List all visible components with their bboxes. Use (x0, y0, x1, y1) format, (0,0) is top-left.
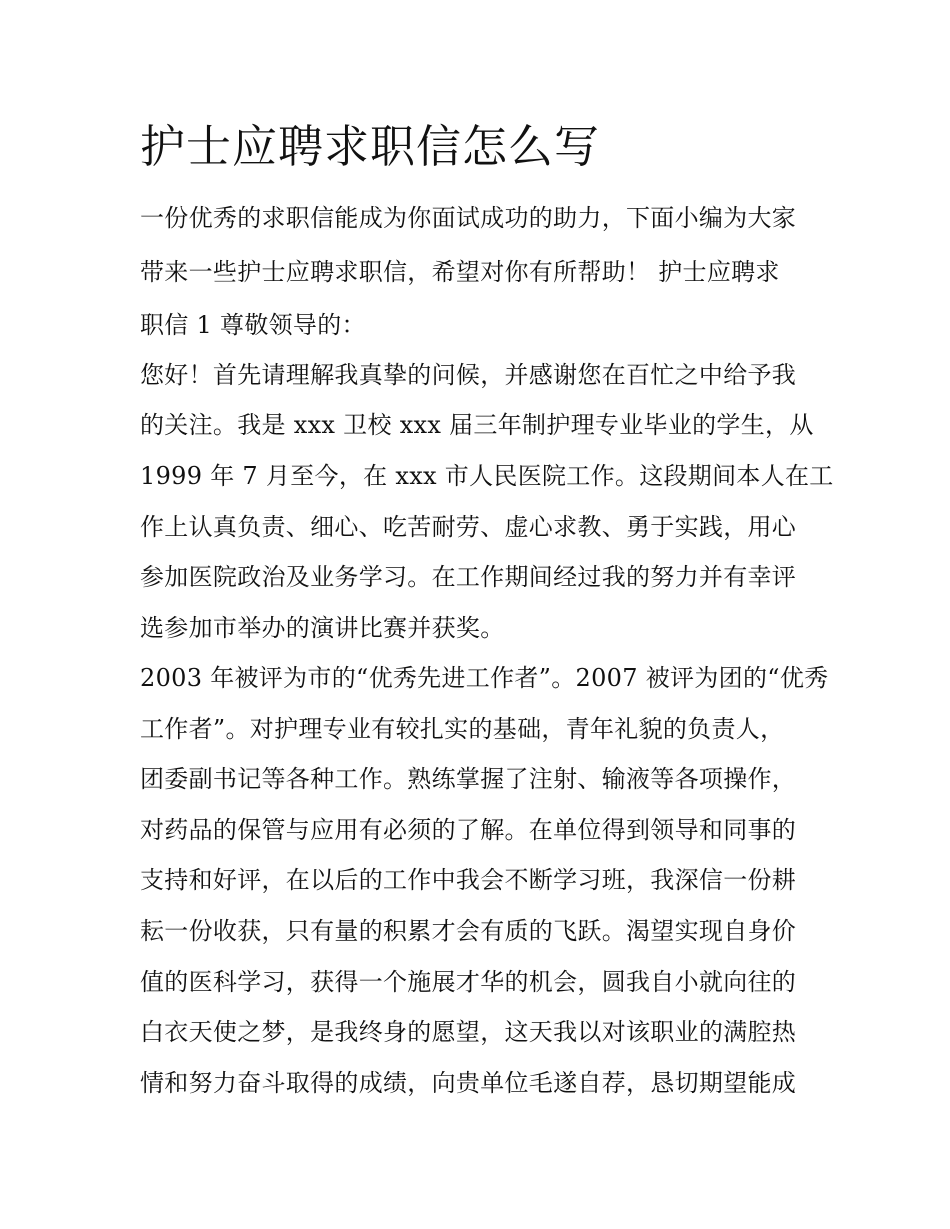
body-line: 1999 年 7 月至今，在 xxx 市人民医院工作。这段期间本人在工 (140, 462, 834, 490)
body-line: 带来一些护士应聘求职信，希望对你有所帮助！ 护士应聘求 (140, 258, 780, 286)
body-line: 工作者”。对护理专业有较扎实的基础，青年礼貌的负责人， (140, 715, 785, 743)
body-line: 值的医科学习，获得一个施展才华的机会，圆我自小就向往的 (140, 968, 797, 996)
page-title: 护士应聘求职信怎么写 (140, 120, 601, 173)
body-line: 耘一份收获，只有量的积累才会有质的飞跃。渴望实现自身价 (140, 917, 797, 945)
body-line: 职信 1 尊敬领导的： (140, 311, 366, 339)
body-line: 参加医院政治及业务学习。在工作期间经过我的努力并有幸评 (140, 563, 797, 591)
body-line: 选参加市举办的演讲比赛并获奖。 (140, 614, 505, 642)
body-line: 团委副书记等各种工作。熟练掌握了注射、输液等各项操作， (140, 765, 797, 793)
body-line: 2003 年被评为市的“优秀先进工作者”。2007 被评为团的“优秀 (140, 664, 829, 692)
body-line: 对药品的保管与应用有必须的了解。在单位得到领导和同事的 (140, 816, 797, 844)
body-line: 作上认真负责、细心、吃苦耐劳、虚心求教、勇于实践，用心 (140, 513, 797, 541)
body-line: 一份优秀的求职信能成为你面试成功的助力，下面小编为大家 (140, 204, 797, 232)
body-line: 白衣天使之梦，是我终身的愿望，这天我以对该职业的满腔热 (140, 1018, 797, 1046)
body-line: 支持和好评，在以后的工作中我会不断学习班，我深信一份耕 (140, 866, 797, 894)
body-line: 您好！首先请理解我真挚的问候，并感谢您在百忙之中给予我 (140, 361, 797, 389)
body-line: 情和努力奋斗取得的成绩，向贵单位毛遂自荐，恳切期望能成 (140, 1069, 797, 1097)
body-line: 的关注。我是 xxx 卫校 xxx 届三年制护理专业毕业的学生，从 (140, 411, 814, 439)
